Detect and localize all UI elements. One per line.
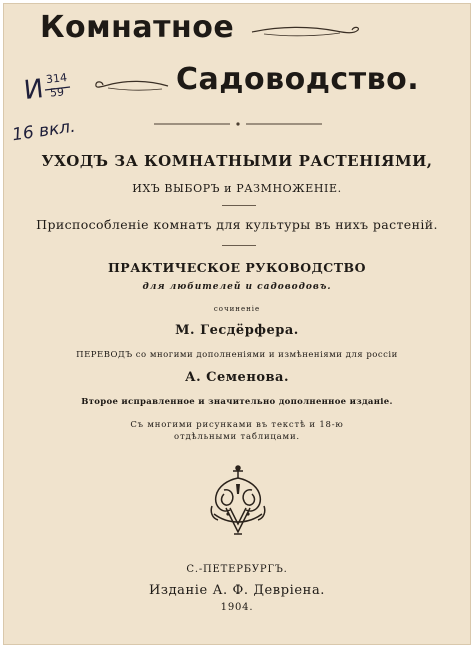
figures-note-line-2: отдѣльными таблицами. — [174, 432, 300, 442]
subtitle-line-1: УХОДЪ ЗА КОМНАТНЫМИ РАСТЕНІЯМИ, — [41, 152, 433, 170]
title-line-1: Комнатное — [40, 10, 235, 45]
title-page — [3, 3, 471, 645]
translator-name: А. Семенова. — [185, 370, 289, 385]
short-divider — [222, 205, 256, 206]
flourish-ornament-icon — [92, 78, 170, 94]
imprint-city: С.-ПЕТЕРБУРГЪ. — [186, 564, 288, 575]
imprint-publisher: Изданіе А. Ф. Девріена. — [148, 583, 326, 598]
publisher-monogram-emblem-icon — [206, 464, 270, 540]
guide-line-2: для любителей и садоводовъ. — [142, 282, 332, 292]
title-line-2: Садоводство. — [176, 62, 420, 97]
guide-line-1: ПРАКТИЧЕСКОЕ РУКОВОДСТВО — [108, 260, 366, 275]
works-label: сочиненіе — [213, 305, 261, 313]
author-name: М. Гесдёрфера. — [175, 323, 299, 338]
edition-note: Второе исправленное и значительно дополненное изданіе. — [81, 397, 393, 407]
imprint-year: 1904. — [220, 602, 254, 613]
handwritten-shelf-letter: И — [22, 74, 45, 106]
ornamental-divider — [154, 121, 322, 127]
figures-note-line-1: Съ многими рисунками въ текстѣ и 18-ю — [130, 420, 344, 430]
flourish-ornament-icon — [250, 24, 362, 40]
handwritten-shelf-number-bottom: 59 — [49, 85, 65, 100]
adaptation-line: Приспособленіе комнатъ для культуры въ нихъ растеній. — [36, 217, 438, 232]
subtitle-line-2: ИХЪ ВЫБОРЪ и РАЗМНОЖЕНІЕ. — [132, 182, 342, 195]
translation-note: ПЕРЕВОДЪ со многими дополненіями и измѣненіями для россіи — [76, 350, 398, 360]
short-divider — [222, 245, 256, 246]
handwritten-note: 16 вкл. — [10, 116, 77, 146]
handwritten-shelf-number-top: 314 — [45, 70, 68, 87]
